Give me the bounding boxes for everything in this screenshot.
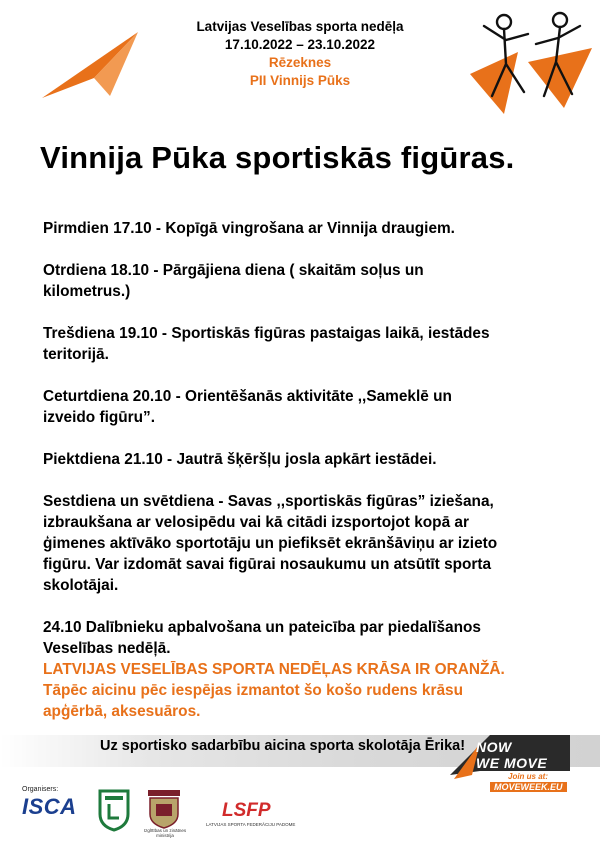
- organisers-label: Organisers:: [22, 786, 59, 793]
- moveweek-join: Join us at:: [508, 772, 549, 781]
- moveweek-we-move: WE MOVE: [476, 755, 548, 771]
- lsfp-logo: LSFP: [222, 800, 271, 821]
- header: [120, 18, 480, 90]
- schedule-awards: 24.10 Dalībnieku apbalvošana un pateicība par piedalīšanos Veselības nedēļā.: [43, 619, 481, 657]
- sports-club-shield-icon: [97, 788, 131, 832]
- teacher-invitation: Uz sportisko sadarbību aicina sporta skolotāja Ērika!: [100, 738, 466, 754]
- isca-logo: ISCA: [22, 794, 77, 819]
- schedule-friday: Piektdiena 21.10 - Jautrā šķēršļu josla apkārt iestādei.: [43, 451, 437, 468]
- lsfp-caption: LATVIJAS SPORTA FEDERĀCIJU PADOME: [206, 822, 296, 827]
- schedule-wednesday: Trešdiena 19.10 - Sportiskās figūras pastaigas laikā, iestādes teritorijā.: [43, 325, 490, 363]
- schedule-list: [43, 218, 568, 722]
- header-date-range: 17.10.2022 – 23.10.2022: [224, 37, 376, 52]
- moveweek-logo: [450, 735, 590, 797]
- ministry-caption: Izglītības un zinātnes ministrija: [143, 828, 187, 838]
- coat-of-arms-icon: [144, 788, 184, 832]
- schedule-tuesday: Otrdiena 18.10 - Pārgājiena diena ( skaitām soļus un kilometrus.): [43, 262, 424, 300]
- schedule-weekend: Sestdiena un svētdiena - Savas ,,sportiskās figūras” iziešana, izbraukšana ar velosipēdu vai kā citādi izsportojot kopā ar ģimenes aktīvāko sportotāju un piefiksēt ekrānšāviņu ar izieto figūru. Var izdomāt savai figūrai nosaukumu un atsūtīt sporta skolotājai.: [43, 493, 498, 594]
- schedule-monday: Pirmdien 17.10 - Kopīgā vingrošana ar Vinnija draugiem.: [43, 220, 455, 237]
- header-city: Rēzeknes: [268, 55, 332, 70]
- page-title: Vinnija Pūka sportiskās figūras.: [40, 140, 515, 175]
- header-institution: PII Vinnijs Pūks: [249, 73, 351, 88]
- header-event-title: Latvijas Veselības sporta nedēļa: [196, 19, 404, 34]
- dancing-figures-logo: [468, 4, 596, 122]
- moveweek-now: NOW: [476, 739, 512, 755]
- moveweek-url: MOVEWEEK.EU: [490, 782, 567, 792]
- schedule-thursday: Ceturtdiena 20.10 - Orientēšanās aktivitāte ,,Sameklē un izveido figūru”.: [43, 388, 452, 426]
- orange-color-note: LATVIJAS VESELĪBAS SPORTA NEDĒĻAS KRĀSA IR ORANŽĀ. Tāpēc aicinu pēc iespējas izmantot šo košo rudens krāsu apģērbā, aksesuāros.: [43, 661, 505, 720]
